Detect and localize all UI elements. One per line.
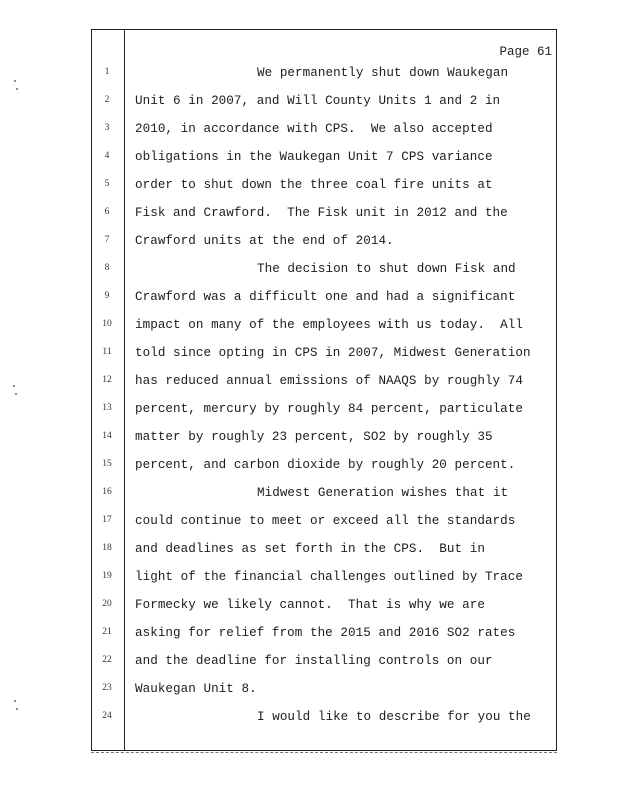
transcript-line: obligations in the Waukegan Unit 7 CPS variance bbox=[135, 150, 493, 164]
line-number: 24 bbox=[102, 711, 112, 721]
line-number: 17 bbox=[102, 515, 112, 525]
transcript-line: I would like to describe for you the bbox=[257, 710, 531, 724]
line-number-margin-rule bbox=[124, 29, 125, 751]
transcript-line: Midwest Generation wishes that it bbox=[257, 486, 509, 500]
line-number: 13 bbox=[102, 403, 112, 413]
transcript-line: light of the financial challenges outlined by Trace bbox=[135, 570, 523, 584]
transcript-line: order to shut down the three coal fire units at bbox=[135, 178, 493, 192]
line-number: 23 bbox=[102, 683, 112, 693]
line-number: 3 bbox=[104, 123, 110, 133]
line-number: 9 bbox=[104, 291, 110, 301]
transcript-line: and the deadline for installing controls on our bbox=[135, 654, 493, 668]
line-number: 8 bbox=[104, 263, 110, 273]
line-number: 20 bbox=[102, 599, 112, 609]
transcript-line: Unit 6 in 2007, and Will County Units 1 and 2 in bbox=[135, 94, 501, 108]
line-number: 19 bbox=[102, 571, 112, 581]
transcript-line: asking for relief from the 2015 and 2016 SO2 rates bbox=[135, 626, 516, 640]
transcript-line: Crawford units at the end of 2014. bbox=[135, 234, 394, 248]
transcript-line: could continue to meet or exceed all the standards bbox=[135, 514, 516, 528]
line-number: 11 bbox=[102, 347, 112, 357]
line-number: 6 bbox=[104, 207, 110, 217]
transcript-line: impact on many of the employees with us today. All bbox=[135, 318, 523, 332]
transcript-line: has reduced annual emissions of NAAQS by roughly 74 bbox=[135, 374, 523, 388]
scan-bottom-edge bbox=[91, 752, 557, 753]
line-number: 7 bbox=[104, 235, 110, 245]
line-number: 2 bbox=[104, 95, 110, 105]
transcript-line: matter by roughly 23 percent, SO2 by roughly 35 bbox=[135, 430, 493, 444]
transcript-line: Waukegan Unit 8. bbox=[135, 682, 257, 696]
line-number: 12 bbox=[102, 375, 112, 385]
line-number: 18 bbox=[102, 543, 112, 553]
transcript-line: Fisk and Crawford. The Fisk unit in 2012 and the bbox=[135, 206, 508, 220]
line-number: 4 bbox=[104, 151, 110, 161]
line-number: 22 bbox=[102, 655, 112, 665]
transcript-line: We permanently shut down Waukegan bbox=[257, 66, 509, 80]
scan-speck bbox=[16, 88, 18, 90]
transcript-line: The decision to shut down Fisk and bbox=[257, 262, 516, 276]
transcript-page-frame bbox=[91, 29, 557, 751]
line-number: 1 bbox=[104, 67, 110, 77]
scan-speck bbox=[14, 80, 16, 82]
transcript-line: percent, mercury by roughly 84 percent, particulate bbox=[135, 402, 523, 416]
line-number: 16 bbox=[102, 487, 112, 497]
line-number: 10 bbox=[102, 319, 112, 329]
scan-speck bbox=[13, 385, 15, 387]
scan-speck bbox=[15, 393, 17, 395]
transcript-line: Crawford was a difficult one and had a significant bbox=[135, 290, 516, 304]
transcript-line: told since opting in CPS in 2007, Midwest Generation bbox=[135, 346, 531, 360]
scan-speck bbox=[16, 708, 18, 710]
line-number: 21 bbox=[102, 627, 112, 637]
transcript-line: 2010, in accordance with CPS. We also accepted bbox=[135, 122, 493, 136]
line-number: 14 bbox=[102, 431, 112, 441]
transcript-line: Formecky we likely cannot. That is why we are bbox=[135, 598, 485, 612]
transcript-line: and deadlines as set forth in the CPS. But in bbox=[135, 542, 485, 556]
scan-speck bbox=[14, 700, 16, 702]
transcript-line: percent, and carbon dioxide by roughly 20 percent. bbox=[135, 458, 516, 472]
line-number: 15 bbox=[102, 459, 112, 469]
line-number: 5 bbox=[104, 179, 110, 189]
page-number: Page 61 bbox=[499, 45, 552, 59]
